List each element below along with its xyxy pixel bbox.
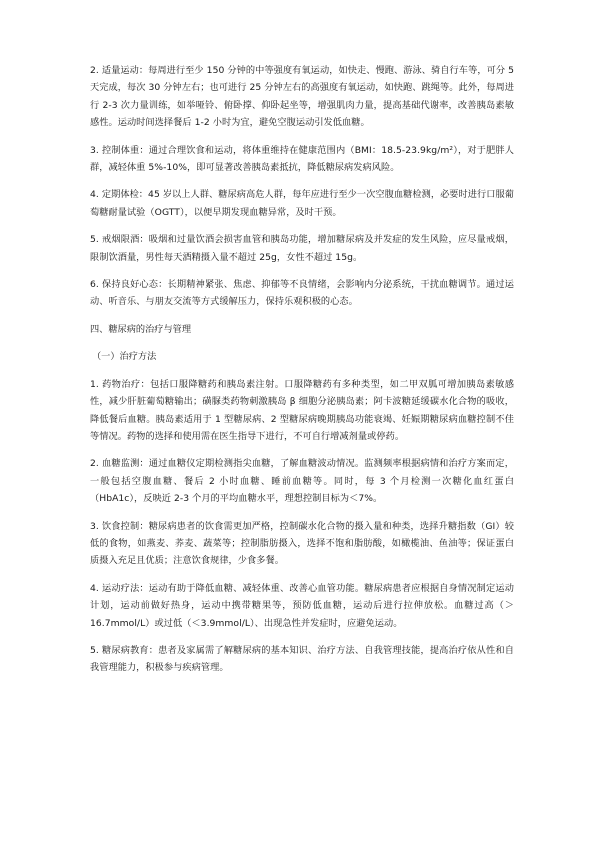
paragraph-exercise: 2. 适量运动：每周进行至少 150 分钟的中等强度有氧运动，如快走、慢跑、游泳、骑自行车等，可分 5 天完成，每次 30 分钟左右；也可进行 25 分钟左右的高强度有氧运动，如快跑、跳绳等。此外，每周进行 2-3 次力量训练，如举哑铃、俯卧撑、仰卧起坐等，增强肌肉力量，提高基础代谢率，改善胰岛素敏感性。运动时间选择餐后 1-2 小时为宜，避免空腹运动引发低血糖。 bbox=[90, 65, 514, 129]
paragraph-glucose-monitoring: 2. 血糖监测：通过血糖仪定期检测指尖血糖，了解血糖波动情况。监测频率根据病情和治疗方案而定，一般包括空腹血糖、餐后 2 小时血糖、睡前血糖等。同时，每 3 个月检测一次糖化血红蛋白（HbA1c），反映近 2-3 个月的平均血糖水平，理想控制目标为＜7%。 bbox=[90, 458, 514, 505]
paragraph-education: 5. 糖尿病教育：患者及家属需了解糖尿病的基本知识、治疗方法、自我管理技能，提高治疗依从性和自我管理能力，积极参与疾病管理。 bbox=[90, 644, 514, 674]
document-body bbox=[90, 62, 514, 687]
paragraph-weight-control: 3. 控制体重：通过合理饮食和运动，将体重维持在健康范围内（BMI：18.5-23.9kg/m²），对于肥胖人群，减轻体重 5%-10%，即可显著改善胰岛素抵抗，降低糖尿病发病风险。 bbox=[90, 144, 514, 174]
paragraph-exercise-therapy: 4. 运动疗法：运动有助于降低血糖、减轻体重、改善心血管功能。糖尿病患者应根据自身情况制定运动计划，运动前做好热身，运动中携带糖果等，预防低血糖，运动后进行拉伸放松。血糖过高（＞16.7mmol/L）或过低（＜3.9mmol/L）、出现急性并发症时，应避免运动。 bbox=[90, 582, 514, 629]
paragraph-diet-control: 3. 饮食控制：糖尿病患者的饮食需更加严格，控制碳水化合物的摄入量和种类，选择升糖指数（GI）较低的食物，如燕麦、荞麦、蔬菜等；控制脂肪摄入，选择不饱和脂肪酸，如橄榄油、鱼油等；保证蛋白质摄入充足且优质；注意饮食规律，少食多餐。 bbox=[90, 520, 514, 567]
section-heading: 四、糖尿病的治疗与管理 bbox=[90, 323, 192, 335]
paragraph-checkup: 4. 定期体检：45 岁以上人群、糖尿病高危人群，每年应进行至少一次空腹血糖检测，必要时进行口服葡萄糖耐量试验（OGTT），以便早期发现血糖异常，及时干预。 bbox=[90, 189, 514, 218]
paragraph-smoking-alcohol: 5. 戒烟限酒：吸烟和过量饮酒会损害血管和胰岛功能，增加糖尿病及并发症的发生风险，应尽量戒烟，限制饮酒量，男性每天酒精摄入量不超过 25g，女性不超过 15g。 bbox=[90, 234, 514, 263]
paragraph-medication: 1. 药物治疗：包括口服降糖药和胰岛素注射。口服降糖药有多种类型，如二甲双胍可增加胰岛素敏感性，减少肝脏葡萄糖输出；磺脲类药物刺激胰岛 β 细胞分泌胰岛素；阿卡波糖延缓碳水化合物的吸收，降低餐后血糖。胰岛素适用于 1 型糖尿病、2 型糖尿病晚期胰岛功能衰竭、妊娠期糖尿病血糖控制不佳等情况。药物的选择和使用需在医生指导下进行，不可自行增减剂量或停药。 bbox=[90, 378, 514, 442]
paragraph-mindset: 6. 保持良好心态：长期精神紧张、焦虑、抑郁等不良情绪，会影响内分泌系统，干扰血糖调节。通过运动、听音乐、与朋友交流等方式缓解压力，保持乐观积极的心态。 bbox=[90, 279, 514, 308]
sub-heading: （一）治疗方法 bbox=[92, 351, 157, 363]
